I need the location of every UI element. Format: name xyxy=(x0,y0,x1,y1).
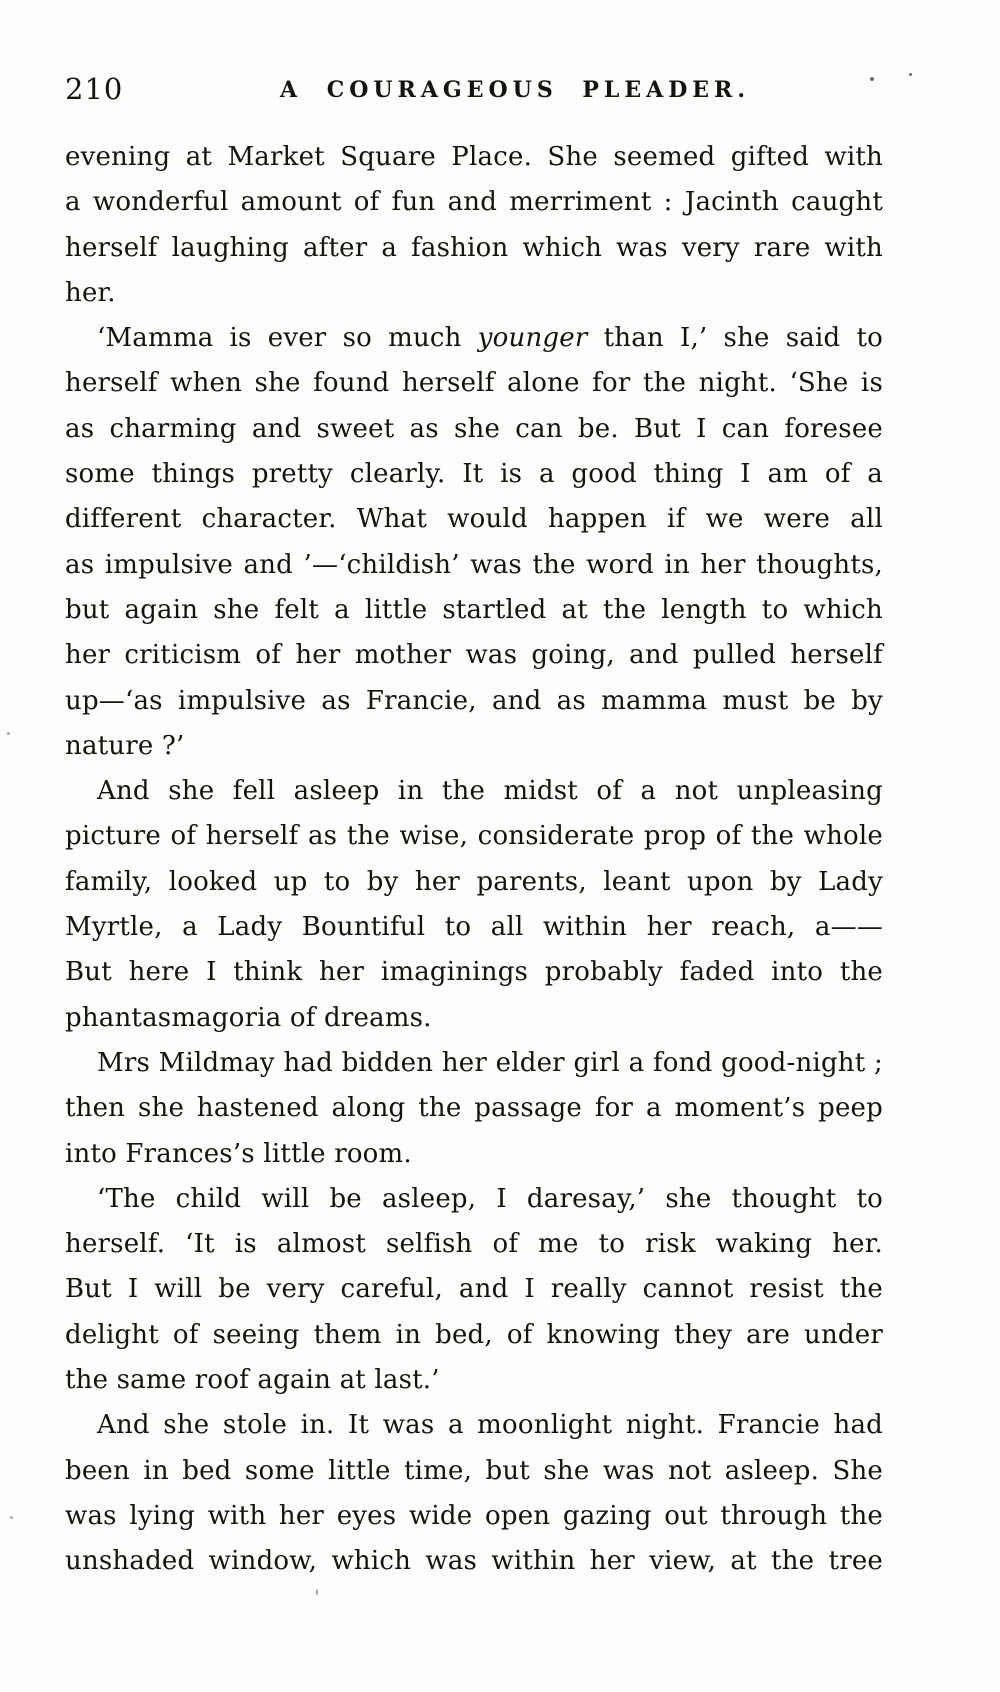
text-segment: than I,’ she said to xyxy=(587,323,883,354)
text-line: then she hastened along the passage for a moment’s peep xyxy=(65,1093,883,1124)
text-line: some things pretty clearly. It is a good thing I am of a xyxy=(65,459,883,490)
text-line: picture of herself as the wise, considerate prop of the whole xyxy=(65,821,883,852)
text-line: into Frances’s little room. xyxy=(65,1138,412,1169)
text-line: but again she felt a little startled at the length to which xyxy=(65,594,883,625)
text-line: ‘The child will be asleep, I daresay,’ she thought to xyxy=(97,1183,883,1214)
scan-speck xyxy=(7,732,10,735)
text-line xyxy=(65,316,883,361)
text-line: the same roof again at last.’ xyxy=(65,1365,440,1396)
text-line: evening at Market Square Place. She seemed gifted with xyxy=(65,142,883,172)
text-line: was lying with her eyes wide open gazing out through the xyxy=(65,1500,883,1531)
text-line: been in bed some little time, but she was not asleep. She xyxy=(65,1455,883,1486)
text-line: And she stole in. It was a moonlight night. Francie had xyxy=(97,1410,883,1441)
text-line: Myrtle, a Lady Bountiful to all within her reach, a—— xyxy=(65,912,883,943)
running-title: A COURAGEOUS PLEADER. xyxy=(279,77,751,103)
text-line: And she fell asleep in the midst of a not unpleasing xyxy=(97,776,883,807)
text-line: Mrs Mildmay had bidden her elder girl a fond good-night ; xyxy=(97,1047,883,1078)
text-line: as charming and sweet as she can be. But I can foresee xyxy=(65,413,883,444)
text-line: a wonderful amount of fun and merriment : Jacinth caught xyxy=(65,187,883,218)
italic-word: younger xyxy=(477,323,588,354)
page-header xyxy=(65,72,935,106)
text-line: But I will be very careful, and I really cannot resist the xyxy=(65,1274,883,1305)
text-line: up—‘as impulsive as Francie, and as mamma must be by xyxy=(65,685,883,716)
text-line: delight of seeing them in bed, of knowing they are under xyxy=(65,1319,883,1350)
text-line: family, looked up to by her parents, leant upon by Lady xyxy=(65,866,883,897)
text-line: phantasmagoria of dreams. xyxy=(65,1002,432,1033)
scan-speck xyxy=(909,73,912,76)
text-segment: ‘Mamma is ever so much xyxy=(97,323,478,354)
text-line: different character. What would happen if we were all xyxy=(65,504,883,535)
text-line: unshaded window, which was within her view, at the tree xyxy=(65,1546,883,1577)
scan-speck xyxy=(870,77,874,81)
page-text xyxy=(65,135,883,1585)
text-line: as impulsive and ’—‘childish’ was the word in her thoughts, xyxy=(65,549,883,580)
scan-speck xyxy=(10,1516,13,1519)
page-number: 210 xyxy=(65,72,124,106)
text-line: But here I think her imaginings probably faded into the xyxy=(65,957,883,988)
text-line: her criticism of her mother was going, and pulled herself xyxy=(65,640,883,671)
text-line: her. xyxy=(65,277,116,308)
text-line: herself laughing after a fashion which was very rare with xyxy=(65,232,883,263)
text-line: nature ?’ xyxy=(65,730,185,761)
text-line: herself. ‘It is almost selfish of me to risk waking her. xyxy=(65,1229,883,1260)
text-line: herself when she found herself alone for the night. ‘She is xyxy=(65,368,883,399)
scan-speck xyxy=(316,1589,318,1595)
